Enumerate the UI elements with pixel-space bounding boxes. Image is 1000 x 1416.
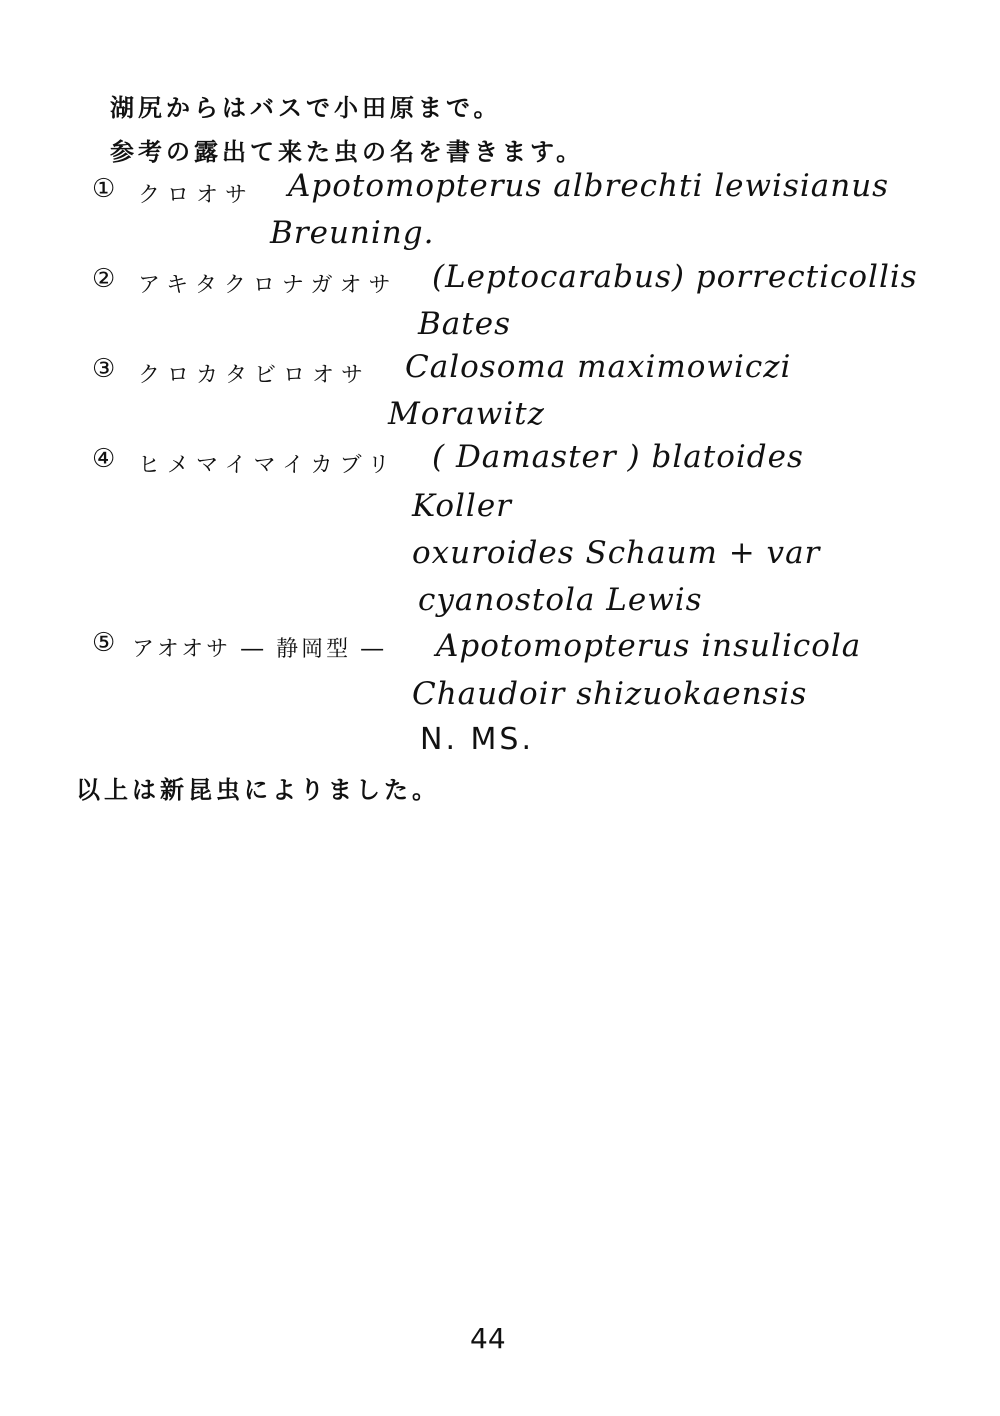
page-number: 44 xyxy=(470,1322,506,1355)
entry-4-number: ④ xyxy=(92,444,116,474)
entry-2-latin-line-1: (Leptocarabus) porrecticollis xyxy=(432,259,918,295)
entry-4-latin-line-2: Koller xyxy=(412,488,512,524)
entry-3-japanese-name: クロカタビロオサ xyxy=(138,363,371,388)
entry-5-number: ⑤ xyxy=(92,628,116,658)
intro-line-2: 参考の露出て来た虫の名を書きます。 xyxy=(110,138,585,166)
entry-3-latin-line-2: Morawitz xyxy=(388,396,545,432)
entry-5-latin-line-1: Apotomopterus insulicola xyxy=(436,628,862,664)
entry-5-japanese-name: アオオサ ― 静岡型 ― xyxy=(132,637,387,662)
entry-5-latin-line-3: N. MS. xyxy=(420,722,534,757)
entry-1-number: ① xyxy=(92,174,116,204)
entry-1-japanese-name: クロオサ xyxy=(138,183,255,208)
entry-3-latin-line-1: Calosoma maximowiczi xyxy=(405,349,792,385)
entry-4-latin-line-1: ( Damaster ) blatoides xyxy=(432,439,804,475)
entry-1-latin-line-2: Breuning. xyxy=(270,215,435,251)
entry-4-latin-line-4: cyanostola Lewis xyxy=(418,582,703,618)
closing-line: 以上は新昆虫によりました。 xyxy=(76,776,440,804)
entry-3-number: ③ xyxy=(92,354,116,384)
intro-line-1: 湖尻からはバスで小田原まで。 xyxy=(110,94,502,122)
entry-5-latin-line-2: Chaudoir shizuokaensis xyxy=(412,676,808,712)
entry-4-japanese-name: ヒメマイマイカブリ xyxy=(138,453,397,478)
entry-2-latin-line-2: Bates xyxy=(418,306,511,342)
entry-1-latin-line-1: Apotomopterus albrechti lewisianus xyxy=(288,168,890,204)
entry-2-number: ② xyxy=(92,264,116,294)
entry-4-latin-line-3: oxuroides Schaum + var xyxy=(412,535,821,571)
entry-2-japanese-name: アキタクロナガオサ xyxy=(138,273,398,298)
